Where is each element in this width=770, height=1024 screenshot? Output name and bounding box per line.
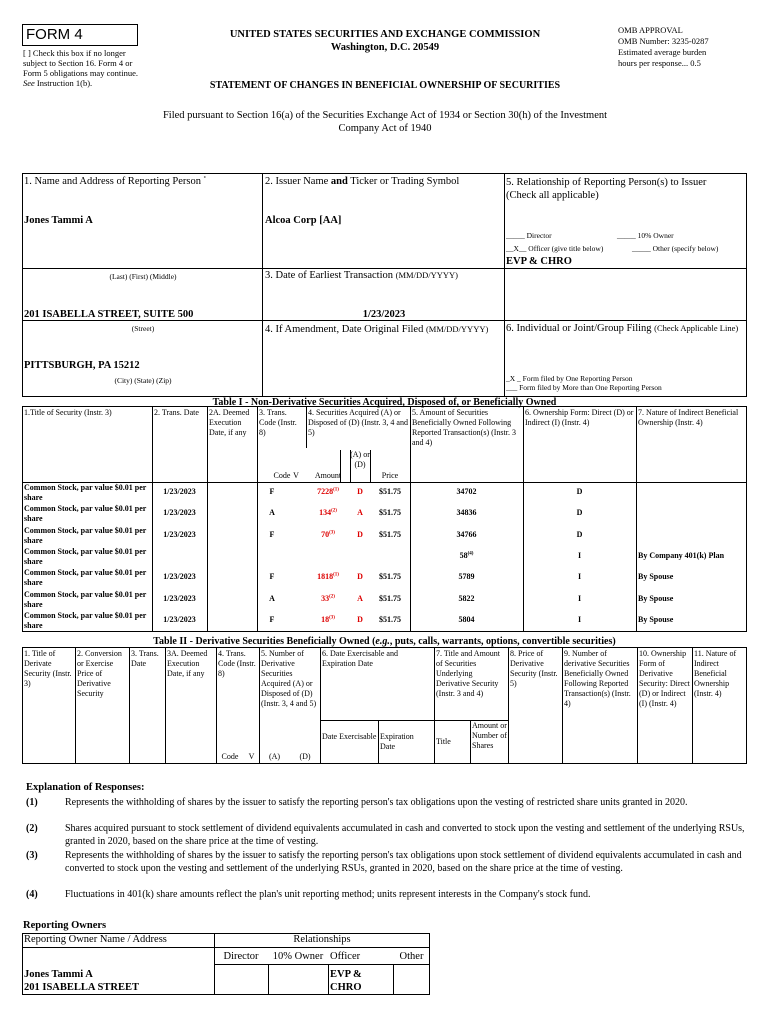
- explanation-heading: Explanation of Responses:: [26, 782, 145, 793]
- officer-title: EVP & CHRO: [506, 256, 572, 267]
- explanation-text: Shares acquired pursuant to stock settlement of dividend equivalents accumulated in cash and converted to stock upon the vesting and settlement of the underlying RSUs, granted in 2020, based on the share price at the time of vesting.: [65, 823, 745, 847]
- box4-label: [265, 324, 488, 335]
- row-owned-following: [410, 508, 523, 517]
- t2-h6: 6. Date Exercisable and Expiration Date: [322, 649, 398, 668]
- row-trans-code: F: [269, 529, 275, 539]
- row-amount: [306, 615, 350, 624]
- t1-h2a: 2A. Deemed Execution Date, if any: [209, 408, 250, 437]
- explanation-number: (3): [26, 850, 38, 861]
- row-security-title: Common Stock, par value $0.01 per share: [24, 483, 147, 502]
- box5-director: _____ Director: [506, 231, 552, 240]
- t2-sub-d: (D): [299, 752, 311, 761]
- filed-pursuant: Filed pursuant to Section 16(a) of the Securities Exchange Act of 1934 or Section 30(h) of the Investment Company Act of 1940: [162, 110, 608, 134]
- row-owned-value: 34702: [456, 487, 477, 496]
- t2-h10: 10. Ownership Form of Derivative Security: Direct (D) or Indirect (I) (Instr. 4): [639, 649, 690, 708]
- row-amount-footnote: (1): [333, 487, 339, 493]
- row-amount-value: 18: [321, 614, 330, 624]
- box6-opt1: _X _ Form filed by One Reporting Person: [506, 374, 633, 383]
- row-security-title: Common Stock, par value $0.01 per share: [24, 504, 147, 524]
- t2-sub-v: V: [248, 752, 255, 761]
- t1-h6: 6. Ownership Form: Direct (D) or Indirect (I) (Instr. 4): [525, 408, 634, 427]
- t2-title-a: Table II - Derivative Securities Beneficially Owned (: [153, 636, 376, 647]
- t2-h2: 2. Conversion or Exercise Price of Derivative Security: [77, 649, 122, 698]
- box2-label: [265, 176, 459, 187]
- box1-label: [24, 176, 206, 187]
- box6-opt2: ___ Form filed by More than One Reporting Person: [506, 383, 662, 392]
- row-amount-footnote: (3): [329, 615, 335, 621]
- t1-h5: 5. Amount of Securities Beneficially Owned Following Reported Transaction(s) (Instr. 3 and 4): [412, 408, 516, 447]
- agency-line2: Washington, D.C. 20549: [330, 42, 440, 53]
- box5-other: _____ Other (specify below): [632, 244, 719, 253]
- row-trans-date: 1/23/2023: [163, 572, 196, 582]
- reporting-person-city: PITTSBURGH, PA 15212: [24, 360, 140, 371]
- row-price: $51.75: [379, 572, 401, 582]
- owner-name: Jones Tammi A: [24, 969, 93, 980]
- t1-h7: 7. Nature of Indirect Beneficial Ownership (Instr. 4): [638, 408, 739, 427]
- row-security-title: Common Stock, par value $0.01 per share: [24, 589, 147, 609]
- row-trans-code: F: [269, 614, 275, 624]
- explanation-text: Fluctuations in 401(k) share amounts reflect the plan's unit reporting method; units represent interests in the Company's stock fund.: [65, 889, 591, 900]
- box1-label-text: 1. Name and Address of Reporting Person: [24, 176, 202, 187]
- explanation-number: (4): [26, 889, 38, 900]
- row-security-title: Common Stock, par value $0.01 per share: [24, 525, 147, 545]
- row-owned-value: 34836: [456, 508, 477, 518]
- row-price: $51.75: [379, 529, 401, 539]
- reporting-person-name: Jones Tammi A: [24, 215, 93, 226]
- row-owned-value: 5789: [458, 572, 475, 582]
- explanation-text: Represents the withholding of shares by the issuer to satisfy the reporting person's tax obligations upon the vesting of restricted share units granted in 2020.: [65, 797, 688, 808]
- city-caption: (City) (State) (Zip): [114, 376, 172, 385]
- omb-approval: [618, 25, 758, 69]
- row-amount-footnote: (3): [329, 529, 335, 535]
- row-price: $51.75: [379, 614, 401, 624]
- row-aord: A: [357, 593, 363, 603]
- t2-title-eg: e.g.: [375, 636, 390, 647]
- row-trans-date: 1/23/2023: [163, 593, 196, 603]
- checkbox-note-see: See: [23, 78, 35, 88]
- earliest-transaction-date: 1/23/2023: [362, 309, 406, 320]
- box5-label-text: 5. Relationship of Reporting Person(s) to Issuer: [506, 177, 707, 188]
- box5-sub: (Check all applicable): [506, 190, 599, 201]
- box3-label: [265, 270, 458, 281]
- t2-h5: 5. Number of Derivative Securities Acquired (A) or Disposed of (D) (Instr. 3, 4 and 5): [261, 649, 317, 708]
- owners-heading: Reporting Owners: [23, 920, 107, 931]
- row-ownership-form: I: [577, 550, 582, 560]
- row-aord: D: [357, 487, 363, 496]
- owner-name-address: [24, 968, 139, 994]
- row-owned-following: [410, 487, 523, 496]
- owners-col-other: Other: [399, 951, 424, 962]
- row-trans-code: F: [269, 572, 275, 582]
- row-owned-following: [410, 530, 523, 539]
- box2-label-a: 2. Issuer Name: [265, 176, 331, 187]
- row-ownership-form: D: [576, 487, 583, 496]
- row-nature: By Spouse: [638, 572, 674, 582]
- t2-sub-amount: Amount or Number of Shares: [472, 721, 507, 750]
- row-owned-footnote: (4): [467, 551, 474, 557]
- row-aord: D: [357, 572, 363, 582]
- t2-h1: 1. Title of Derivate Security (Instr. 3): [24, 649, 72, 688]
- t2-h7: 7. Title and Amount of Securities Underlying Derivative Security (Instr. 3 and 4): [436, 649, 501, 698]
- row-amount-value: 7228: [317, 487, 334, 496]
- row-nature: By Spouse: [638, 593, 674, 603]
- row-owned-value: 58: [459, 550, 468, 560]
- row-trans-code: A: [269, 593, 275, 603]
- t2-h3a: 3A. Deemed Execution Date, if any: [167, 649, 208, 678]
- t1-sub-aord: (A) or (D): [350, 450, 370, 469]
- t1-h2: 2. Trans. Date: [154, 408, 199, 417]
- row-nature: By Company 401(k) Plan: [638, 550, 725, 560]
- box6-label-small: (Check Applicable Line): [654, 323, 739, 333]
- row-amount-value: 70: [321, 529, 330, 539]
- row-trans-date: 1/23/2023: [163, 614, 196, 624]
- owners-col-director: Director: [223, 951, 259, 962]
- row-security-title: Common Stock, par value $0.01 per share: [24, 546, 147, 566]
- row-amount: [306, 594, 350, 603]
- checkbox-note-text: [ ] Check this box if no longer subject to Section 16. Form 4 or Form 5 obligations may continue.: [23, 48, 138, 78]
- t2-h3: 3. Trans. Date: [131, 649, 159, 668]
- name-caption: (Last) (First) (Middle): [109, 272, 177, 281]
- t1-sub-code: Code: [273, 471, 291, 480]
- explanation-number: (1): [26, 797, 38, 808]
- box5-ten-pct: _____ 10% Owner: [617, 231, 674, 240]
- row-trans-date: 1/23/2023: [163, 487, 196, 496]
- t1-sub-price: Price: [381, 471, 399, 480]
- owner-officer-b: CHRO: [330, 982, 362, 993]
- owner-address: 201 ISABELLA STREET: [24, 982, 139, 993]
- owner-officer-a: EVP &: [330, 969, 362, 980]
- row-amount: [306, 508, 350, 517]
- t2-title-b: , puts, calls, warrants, options, convertible securities): [389, 636, 616, 647]
- t2-h9: 9. Number of derivative Securities Beneficially Owned Following Reported Transaction(s) (Instr. 4): [564, 649, 631, 708]
- row-amount: [306, 487, 350, 496]
- row-trans-code: F: [269, 487, 275, 496]
- row-ownership-form: D: [576, 508, 583, 518]
- box6-label: [506, 323, 746, 335]
- t1-h3: 3. Trans. Code (Instr. 8): [259, 408, 297, 437]
- row-aord: D: [357, 529, 363, 539]
- omb-number: OMB Number: 3235-0287: [618, 36, 709, 46]
- row-amount: [306, 572, 350, 581]
- checkbox-note-instr: Instruction 1(b).: [36, 78, 93, 88]
- row-owned-following: [410, 615, 523, 624]
- box1-asterisk: *: [203, 176, 207, 182]
- box3-label-text: 3. Date of Earliest Transaction: [265, 270, 394, 281]
- box2-label-and: and: [330, 176, 348, 187]
- box5-officer: __X__ Officer (give title below): [506, 244, 604, 253]
- t2-h11: 11. Nature of Indirect Beneficial Ownership (Instr. 4): [694, 649, 737, 698]
- t1-sub-v: V: [293, 471, 299, 480]
- row-ownership-form: D: [576, 529, 583, 539]
- row-ownership-form: I: [577, 614, 582, 624]
- box2-label-b: Ticker or Trading Symbol: [347, 176, 460, 187]
- owners-col-officer: Officer: [330, 951, 361, 962]
- row-price: $51.75: [379, 593, 401, 603]
- explanation-number: (2): [26, 823, 38, 834]
- agency-heading: [190, 28, 580, 54]
- t1-h1: 1.Title of Security (Instr. 3): [24, 408, 112, 417]
- row-amount-footnote: (1): [333, 572, 339, 578]
- box4-label-text: 4. If Amendment, Date Original Filed: [265, 324, 424, 335]
- omb-title: OMB APPROVAL: [618, 25, 683, 35]
- row-owned-value: 34766: [456, 529, 477, 539]
- t2-sub-title: Title: [436, 737, 451, 746]
- owners-col-ten: 10% Owner: [272, 951, 324, 962]
- row-security-title: Common Stock, par value $0.01 per share: [24, 568, 147, 588]
- row-amount: [306, 530, 350, 539]
- row-security-title: Common Stock, par value $0.01 per share: [24, 610, 147, 630]
- t2-sub-date-ex: Date Exercisable: [322, 732, 377, 741]
- checkbox-note: [23, 48, 148, 88]
- street-caption: (Street): [131, 324, 155, 333]
- box5-label: [506, 176, 746, 202]
- issuer-name: Alcoa Corp [AA]: [265, 215, 342, 226]
- owners-col-rel: Relationships: [293, 934, 351, 945]
- row-owned-following: [410, 572, 523, 581]
- row-amount-value: 1818: [317, 572, 334, 582]
- t2-h8: 8. Price of Derivative Security (Instr. 5): [510, 649, 558, 688]
- row-ownership-form: I: [577, 593, 582, 603]
- owners-col-name: Reporting Owner Name / Address: [24, 934, 167, 945]
- box4-label-fmt: (MM/DD/YYYY): [425, 324, 489, 334]
- row-trans-date: 1/23/2023: [163, 508, 196, 518]
- reporting-person-street: 201 ISABELLA STREET, SUITE 500: [24, 309, 194, 320]
- t2-sub-code: Code: [221, 752, 239, 761]
- form-title: FORM 4: [22, 24, 138, 46]
- row-price: $51.75: [379, 508, 401, 518]
- box6-label-text: 6. Individual or Joint/Group Filing: [506, 323, 652, 334]
- statement-title: STATEMENT OF CHANGES IN BENEFICIAL OWNERSHIP OF SECURITIES: [209, 80, 561, 91]
- box3-label-fmt: (MM/DD/YYYY): [395, 270, 458, 280]
- row-amount-footnote: (2): [331, 508, 337, 514]
- row-owned-value: 5804: [458, 614, 475, 624]
- table1-title: Table I - Non-Derivative Securities Acquired, Disposed of, or Beneficially Owned: [212, 397, 557, 408]
- row-owned-value: 5822: [458, 593, 475, 603]
- t2-h4: 4. Trans. Code (Instr. 8): [218, 649, 256, 678]
- row-owned-following: [410, 551, 523, 560]
- t1-sub-amount: Amount: [314, 471, 342, 480]
- explanation-text: Represents the withholding of shares by the issuer to satisfy the reporting person's tax obligations upon stock settlement of dividend equivalents accumulated in cash and converted to stock upon the vesting and settlement of the underlying RSUs, granted in 2020, based on the share price at the time of vesting.: [65, 850, 742, 874]
- owner-officer-title: [330, 968, 362, 994]
- t2-sub-a: (A): [268, 752, 281, 761]
- agency-line1: UNITED STATES SECURITIES AND EXCHANGE COMMISSION: [229, 29, 541, 40]
- row-trans-code: A: [269, 508, 275, 518]
- row-nature: By Spouse: [638, 614, 674, 624]
- row-price: $51.75: [379, 487, 401, 496]
- row-amount-value: 134: [319, 508, 332, 518]
- row-amount-value: 33: [321, 593, 330, 603]
- row-aord: D: [357, 614, 363, 624]
- row-amount-footnote: (2): [329, 593, 335, 599]
- t2-sub-exp: Expiration Date: [380, 732, 414, 751]
- omb-burden: Estimated average burden: [618, 47, 707, 57]
- row-owned-following: [410, 594, 523, 603]
- omb-hours: hours per response... 0.5: [618, 58, 701, 68]
- row-ownership-form: I: [577, 572, 582, 582]
- row-aord: A: [357, 508, 363, 518]
- t1-h4: 4. Securities Acquired (A) or Disposed of (D) (Instr. 3, 4 and 5): [308, 408, 408, 437]
- row-trans-date: 1/23/2023: [163, 529, 196, 539]
